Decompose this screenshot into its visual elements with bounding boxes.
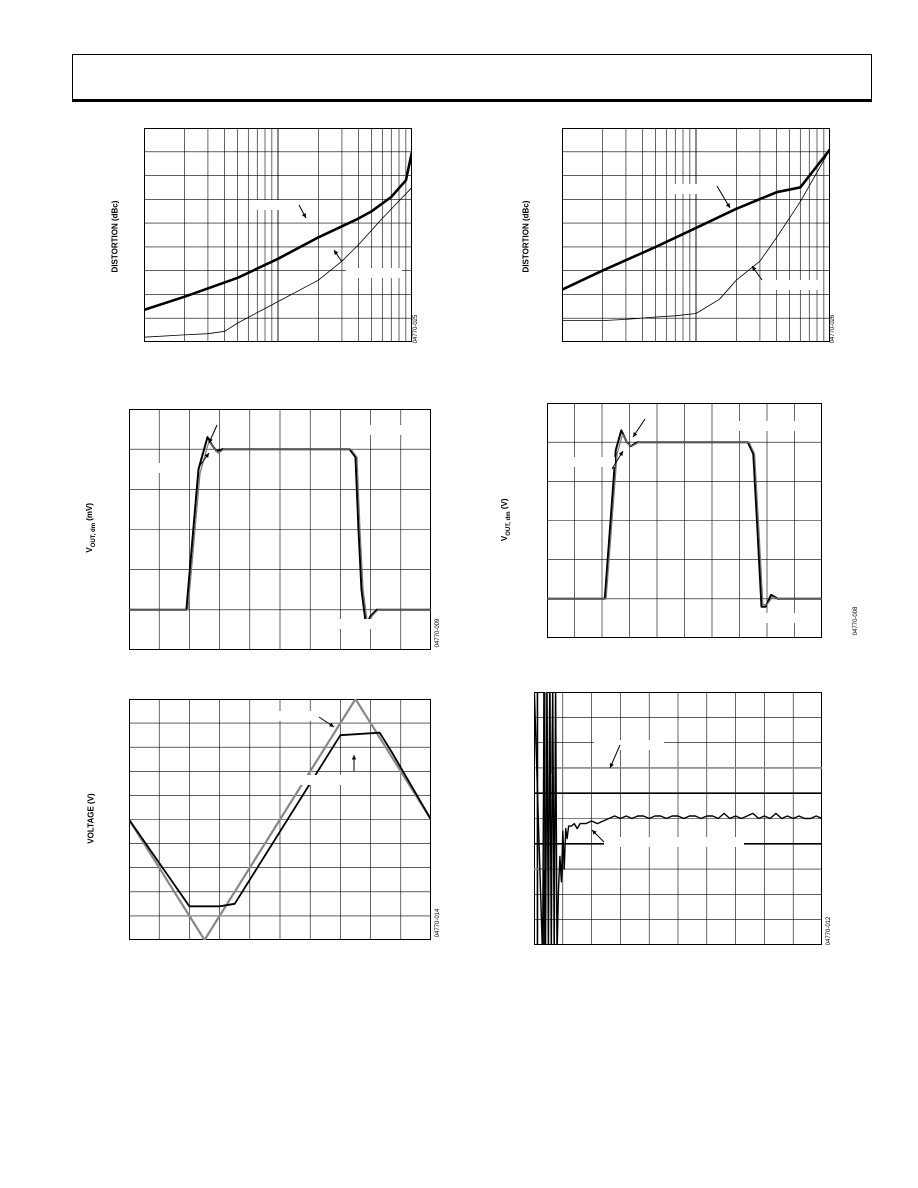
chart5-figure-id: 04770-014 [435,908,441,938]
annotation-label-box [139,463,189,473]
annotation-label-box [346,268,402,278]
annotation-label-box [762,280,818,290]
annotation-label-box [737,421,807,431]
chart4-figure-id: 04770-008 [853,606,859,636]
chart5-y-axis-label: VOLTAGE (V) [86,793,96,844]
annotation-label-box [594,740,664,750]
chart2-figure-id: 04770-026 [830,314,836,344]
chart5-overdrive-plot [129,699,431,940]
annotation-label-box [279,711,339,721]
page-header-box [72,54,872,102]
chart2-distortion-plot [562,128,830,342]
annotation-label-box [668,184,724,194]
annotation-arrowhead [752,266,756,271]
chart3-y-axis-label [85,483,97,573]
annotation-arrowhead [352,755,356,760]
annotation-label-box [341,425,411,435]
chart3-y-label-sub: OUT, dm [90,522,97,548]
chart3-y-label-main: V [85,547,95,553]
chart4-grid [547,403,822,638]
annotation-label-box [254,200,310,210]
chart2-y-axis-label: DISTORTION (dBc) [521,200,531,273]
chart1-figure-id: 04770-025 [413,314,419,344]
chart3-y-label-suffix: (mV) [85,502,95,523]
annotation-label-box [565,457,615,467]
annotation-arrowhead [633,432,637,437]
chart2-grid [562,128,830,342]
annotation-label-box [604,837,744,847]
chart4-y-axis-label [500,475,512,565]
annotation-arrowhead [334,250,338,255]
chart4-y-label-suffix: (V) [500,498,510,512]
chart3-figure-id: 04770-009 [435,618,441,648]
chart6-grid [534,692,822,945]
chart1-grid [144,128,412,342]
chart6-settling-plot [534,692,822,945]
chart4-pulse-response-plot [547,403,822,638]
chart3-grid [129,409,431,650]
annotation-label-box [339,619,389,629]
chart1-distortion-plot [144,128,412,342]
chart4-y-label-main: V [500,535,510,542]
annotation-label-box [299,775,359,785]
chart1-y-axis-label: DISTORTION (dBc) [110,200,120,273]
annotation-label-box [757,613,807,623]
chart3-pulse-response-plot [129,409,431,650]
chart4-y-label-sub: OUT, dm [505,511,512,536]
chart6-figure-id: 04770-012 [826,916,832,946]
